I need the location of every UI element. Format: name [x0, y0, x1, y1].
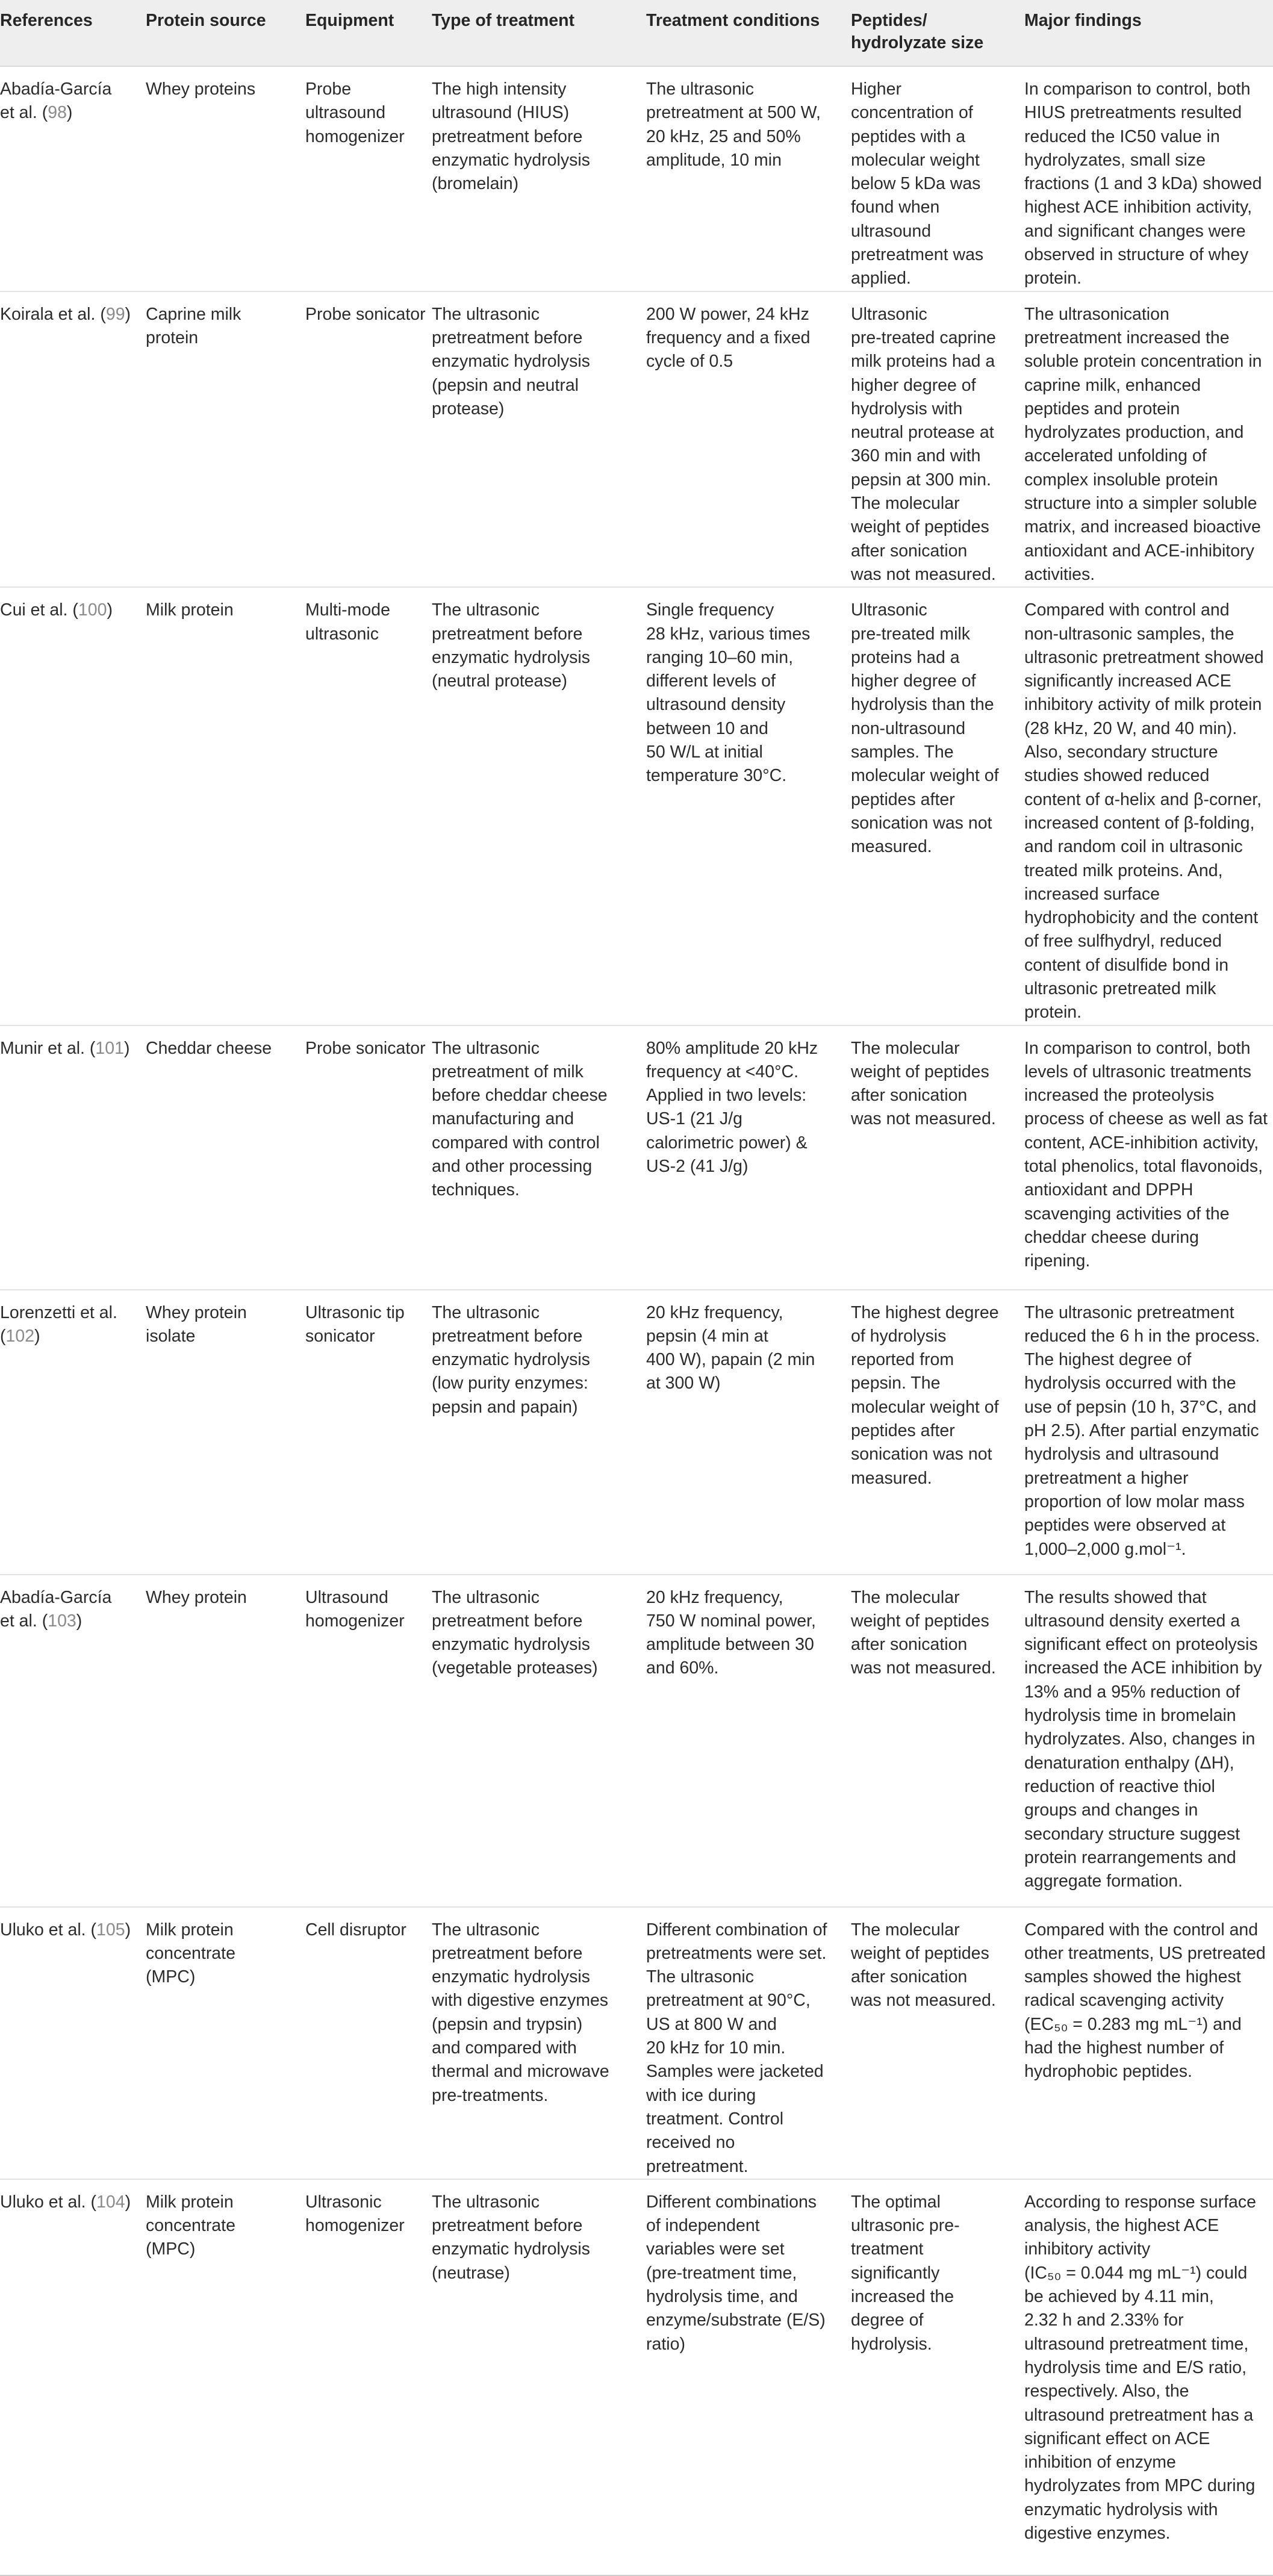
- peptide-size-cell: [851, 66, 1024, 291]
- column-header-label: References: [0, 11, 93, 30]
- major-findings-cell-text: Compared with the control and other treatments, US pretreated samples showed the highest radical scavenging activity (EC₅₀ = 0.283 mg mL⁻¹) and had the highest number of hydrophobic peptides.: [1024, 1920, 1266, 2082]
- peptide-size-cell: [851, 1290, 1024, 1575]
- protein-source-cell: [146, 1575, 305, 1907]
- treatment-conditions-cell: [646, 1025, 851, 1290]
- reference-authors: Uluko et al.: [0, 2192, 86, 2212]
- protein-source-cell-text: Milk protein concentrate (MPC): [146, 2192, 235, 2259]
- equipment-cell-text: Probe sonicator: [305, 1038, 426, 1058]
- equipment-cell: [305, 2179, 432, 2575]
- major-findings-cell-text: In comparison to control, both HIUS pretreatments resulted reduced the IC50 value in hydrolyzates, small size fractions (1 and 3 kDa) showed highest ACE inhibition activity, and significant changes were observed in structure of whey protein.: [1024, 79, 1262, 288]
- treatment-type-cell: [432, 1025, 646, 1290]
- column-header-label: Protein source: [146, 11, 266, 30]
- protein-source-cell: [146, 2179, 305, 2575]
- table-header: [0, 0, 1273, 66]
- column-header-label: Major findings: [1024, 11, 1142, 30]
- treatment-conditions-cell-text: The ultrasonic pretreatment at 500 W, 20 kHz, 25 and 50% amplitude, 10 min: [646, 79, 821, 170]
- treatment-conditions-cell: [646, 1290, 851, 1575]
- peptide-size-cell: [851, 2179, 1024, 2575]
- treatment-type-cell-text: The ultrasonic pretreatment before enzymatic hydrolysis with digestive enzymes (pepsin and trypsin) and compared with thermal and microwave pre-treatments.: [432, 1920, 609, 2105]
- reference-number-link[interactable]: 105: [96, 1920, 125, 1940]
- protein-source-cell-text: Cheddar cheese: [146, 1038, 272, 1058]
- equipment-cell: [305, 1025, 432, 1290]
- reference-number-link[interactable]: 99: [105, 304, 125, 324]
- equipment-cell-text: Cell disruptor: [305, 1920, 406, 1940]
- major-findings-cell: [1024, 291, 1273, 588]
- treatment-type-cell-text: The ultrasonic pretreatment before enzymatic hydrolysis (neutrase): [432, 2192, 590, 2283]
- header-protein-source: [146, 0, 305, 66]
- treatment-conditions-cell-text: Different combinations of independent variables were set (pre-treatment time, hydrolysis time, and enzyme/substrate (E/S) ratio): [646, 2192, 826, 2354]
- column-header-label: Treatment conditions: [646, 11, 820, 30]
- major-findings-cell: [1024, 2179, 1273, 2575]
- major-findings-cell: [1024, 1290, 1273, 1575]
- column-header-label: Peptides/ hydrolyzate size: [851, 11, 984, 52]
- major-findings-cell-text: The results showed that ultrasound density exerted a significant effect on proteolysis increased the ACE inhibition by 13% and a 95% reduction of hydrolysis time in bromelain hydrolyzates. Also, changes in denaturation enthalpy (ΔH), reduction of reactive thiol groups and changes in secondary structure suggest protein rearrangements and aggregate formation.: [1024, 1587, 1262, 1891]
- treatment-conditions-cell: [646, 2179, 851, 2575]
- treatment-conditions-cell-text: 20 kHz frequency, 750 W nominal power, amplitude between 30 and 60%.: [646, 1587, 816, 1678]
- major-findings-cell: [1024, 587, 1273, 1025]
- reference-authors: Abadía-García et al.: [0, 79, 112, 123]
- peptide-size-cell-text: The molecular weight of peptides after sonication was not measured.: [851, 1038, 996, 1129]
- equipment-cell: [305, 1575, 432, 1907]
- equipment-cell-text: Probe ultrasound homogenizer: [305, 79, 405, 146]
- treatment-type-cell-text: The ultrasonic pretreatment before enzymatic hydrolysis (vegetable proteases): [432, 1587, 598, 1678]
- major-findings-cell: [1024, 1907, 1273, 2179]
- table-row: [0, 1575, 1273, 1907]
- reference-cell: Uluko et al. (104): [0, 2179, 146, 2575]
- major-findings-cell: [1024, 1575, 1273, 1907]
- reference-cell: Abadía-García et al. (98): [0, 66, 146, 291]
- treatment-type-cell-text: The ultrasonic pretreatment of milk before cheddar cheese manufacturing and compared with control and other processing techniques.: [432, 1038, 608, 1200]
- major-findings-cell-text: According to response surface analysis, the highest ACE inhibitory activity (IC₅₀ = 0.044 mg mL⁻¹) could be achieved by 4.11 min, 2.32 h and 2.33% for ultrasound pretreatment time, hydrolysis time and E/S ratio, respectively. Also, the ultrasound pretreatment has a significant effect on ACE inhibition of enzyme hydrolyzates from MPC during enzymatic hydrolysis with digestive enzymes.: [1024, 2192, 1256, 2543]
- equipment-cell: [305, 66, 432, 291]
- protein-source-cell-text: Milk protein concentrate (MPC): [146, 1920, 235, 1987]
- reference-number-link[interactable]: 102: [5, 1326, 35, 1346]
- treatment-conditions-cell: [646, 587, 851, 1025]
- equipment-cell: [305, 1907, 432, 2179]
- protein-source-cell: [146, 291, 305, 588]
- header-treatment-conditions: [646, 0, 851, 66]
- peptide-size-cell: [851, 1575, 1024, 1907]
- table-row: [0, 1907, 1273, 2179]
- reference-cell: Munir et al. (101): [0, 1025, 146, 1290]
- treatment-type-cell: [432, 587, 646, 1025]
- treatment-type-cell-text: The ultrasonic pretreatment before enzymatic hydrolysis (neutral protease): [432, 600, 590, 691]
- reference-authors: Cui et al.: [0, 600, 68, 620]
- column-header-label: Equipment: [305, 11, 394, 30]
- equipment-cell: [305, 1290, 432, 1575]
- protein-source-cell: [146, 1290, 305, 1575]
- protein-source-cell-text: Whey protein isolate: [146, 1302, 247, 1346]
- reference-number-link[interactable]: 98: [48, 103, 67, 123]
- reference-number-link[interactable]: 104: [96, 2192, 125, 2212]
- peptide-size-cell-text: The molecular weight of peptides after sonication was not measured.: [851, 1587, 996, 1678]
- header-type-of-treatment: [432, 0, 646, 66]
- treatment-type-cell: [432, 2179, 646, 2575]
- header-row: [0, 0, 1273, 66]
- treatment-type-cell-text: The high intensity ultrasound (HIUS) pretreatment before enzymatic hydrolysis (bromelain): [432, 79, 590, 194]
- reference-authors: Lorenzetti et al.: [0, 1302, 117, 1322]
- protein-source-cell: [146, 587, 305, 1025]
- major-findings-cell-text: In comparison to control, both levels of ultrasonic treatments increased the proteolysis process of cheese as well as fat content, ACE-inhibition activity, total phenolics, total flavonoids, antioxidant and DPPH scavenging activities of the cheddar cheese during ripening.: [1024, 1038, 1268, 1271]
- protein-source-cell-text: Milk protein: [146, 600, 234, 620]
- peptide-size-cell-text: The highest degree of hydrolysis reported from pepsin. The molecular weight of peptides after sonication was not measured.: [851, 1302, 999, 1488]
- equipment-cell: [305, 587, 432, 1025]
- reference-cell: Cui et al. (100): [0, 587, 146, 1025]
- equipment-cell: [305, 291, 432, 588]
- protein-source-cell: [146, 1025, 305, 1290]
- peptide-size-cell-text: Ultrasonic pre-treated caprine milk proteins had a higher degree of hydrolysis with neutral protease at 360 min and with pepsin at 300 min. The molecular weight of peptides after sonication was not measured.: [851, 304, 996, 584]
- table-body: [0, 66, 1273, 2575]
- major-findings-cell: [1024, 66, 1273, 291]
- equipment-cell-text: Ultrasonic homogenizer: [305, 2192, 405, 2236]
- protein-source-cell: [146, 1907, 305, 2179]
- peptide-size-cell-text: The optimal ultrasonic pre- treatment significantly increased the degree of hydrolysis.: [851, 2192, 960, 2354]
- treatment-type-cell: [432, 1575, 646, 1907]
- peptide-size-cell: [851, 1907, 1024, 2179]
- major-findings-cell-text: The ultrasonication pretreatment increased the soluble protein concentration in caprine milk, enhanced peptides and protein hydrolyzates production, and accelerated unfolding of complex insoluble protein structure into a simpler soluble matrix, and increased bioactive antioxidant and ACE-inhibitory activities.: [1024, 304, 1262, 584]
- header-references: [0, 0, 146, 66]
- reference-cell: Koirala et al. (99): [0, 291, 146, 588]
- equipment-cell-text: Multi-mode ultrasonic: [305, 600, 390, 644]
- treatment-conditions-cell-text: Different combination of pretreatments were set. The ultrasonic pretreatment at 90°C, US at 800 W and 20 kHz for 10 min. Samples were jacketed with ice during treatment. Control received no pretreatment.: [646, 1920, 827, 2176]
- table-row: [0, 66, 1273, 291]
- treatment-conditions-cell: [646, 1907, 851, 2179]
- reference-cell: Abadía-García et al. (103): [0, 1575, 146, 1907]
- reference-authors: Abadía-García et al.: [0, 1587, 112, 1631]
- table-row: [0, 1025, 1273, 1290]
- header-peptides-size: [851, 0, 1024, 66]
- reference-authors: Uluko et al.: [0, 1920, 86, 1940]
- treatment-type-cell: [432, 66, 646, 291]
- treatment-conditions-cell: [646, 291, 851, 588]
- protein-source-cell-text: Caprine milk protein: [146, 304, 241, 347]
- reference-number-link[interactable]: 100: [78, 600, 107, 620]
- peptide-size-cell-text: Ultrasonic pre-treated milk proteins had a higher degree of hydrolysis than the non-ultrasound samples. The molecular weight of peptides after sonication was not measured.: [851, 600, 999, 857]
- equipment-cell-text: Probe sonicator: [305, 304, 426, 324]
- reference-cell: Lorenzetti et al. (102): [0, 1290, 146, 1575]
- reference-authors: Munir et al.: [0, 1038, 85, 1058]
- table-row: [0, 2179, 1273, 2575]
- equipment-cell-text: Ultrasound homogenizer: [305, 1587, 405, 1631]
- peptide-size-cell: [851, 587, 1024, 1025]
- peptide-size-cell-text: Higher concentration of peptides with a molecular weight below 5 kDa was found when ultrasound pretreatment was applied.: [851, 79, 984, 288]
- peptide-size-cell-text: The molecular weight of peptides after sonication was not measured.: [851, 1920, 996, 2011]
- peptide-size-cell: [851, 1025, 1024, 1290]
- treatment-conditions-cell: [646, 66, 851, 291]
- column-header-label: Type of treatment: [432, 11, 575, 30]
- treatment-conditions-cell-text: Single frequency 28 kHz, various times ranging 10–60 min, different levels of ultrasound density between 10 and 50 W/L at initial temperature 30°C.: [646, 600, 811, 786]
- table-row: [0, 291, 1273, 588]
- reference-authors: Koirala et al.: [0, 304, 96, 324]
- treatment-conditions-cell: [646, 1575, 851, 1907]
- treatment-type-cell: [432, 1907, 646, 2179]
- protein-source-cell-text: Whey proteins: [146, 79, 256, 99]
- protein-source-cell: [146, 66, 305, 291]
- major-findings-cell: [1024, 1025, 1273, 1290]
- header-equipment: [305, 0, 432, 66]
- reference-number-link[interactable]: 101: [95, 1038, 124, 1058]
- major-findings-cell-text: Compared with control and non-ultrasonic samples, the ultrasonic pretreatment showed significantly increased ACE inhibitory activity of milk protein (28 kHz, 20 W, and 40 min). Also, secondary structure studies showed reduced content of α-helix and β-corner, increased content of β-folding, and random coil in ultrasonic treated milk proteins. And, increased surface hydrophobicity and the content of free sulfhydryl, reduced content of disulfide bond in ultrasonic pretreated milk protein.: [1024, 600, 1264, 1022]
- peptide-size-cell: [851, 291, 1024, 588]
- treatment-conditions-cell-text: 200 W power, 24 kHz frequency and a fixed cycle of 0.5: [646, 304, 811, 372]
- treatment-type-cell: [432, 1290, 646, 1575]
- treatment-conditions-cell-text: 20 kHz frequency, pepsin (4 min at 400 W), papain (2 min at 300 W): [646, 1302, 815, 1393]
- table-row: [0, 587, 1273, 1025]
- treatment-type-cell-text: The ultrasonic pretreatment before enzymatic hydrolysis (low purity enzymes: pepsin and papain): [432, 1302, 590, 1417]
- treatment-conditions-cell-text: 80% amplitude 20 kHz frequency at <40°C. Applied in two levels: US-1 (21 J/g calorimetric power) & US-2 (41 J/g): [646, 1038, 818, 1177]
- equipment-cell-text: Ultrasonic tip sonicator: [305, 1302, 405, 1346]
- protein-source-cell-text: Whey protein: [146, 1587, 247, 1607]
- header-major-findings: [1024, 0, 1273, 66]
- table-row: [0, 1290, 1273, 1575]
- reference-number-link[interactable]: 103: [48, 1611, 76, 1631]
- reference-cell: Uluko et al. (105): [0, 1907, 146, 2179]
- treatment-type-cell: [432, 291, 646, 588]
- treatment-type-cell-text: The ultrasonic pretreatment before enzymatic hydrolysis (pepsin and neutral protease): [432, 304, 590, 418]
- major-findings-cell-text: The ultrasonic pretreatment reduced the 6 h in the process. The highest degree of hydrolysis occurred with the use of pepsin (10 h, 37°C, and pH 2.5). After partial enzymatic hydrolysis and ultrasound pretreatment a higher proportion of low molar mass peptides were observed at 1,000–2,000 g.mol⁻¹.: [1024, 1302, 1260, 1559]
